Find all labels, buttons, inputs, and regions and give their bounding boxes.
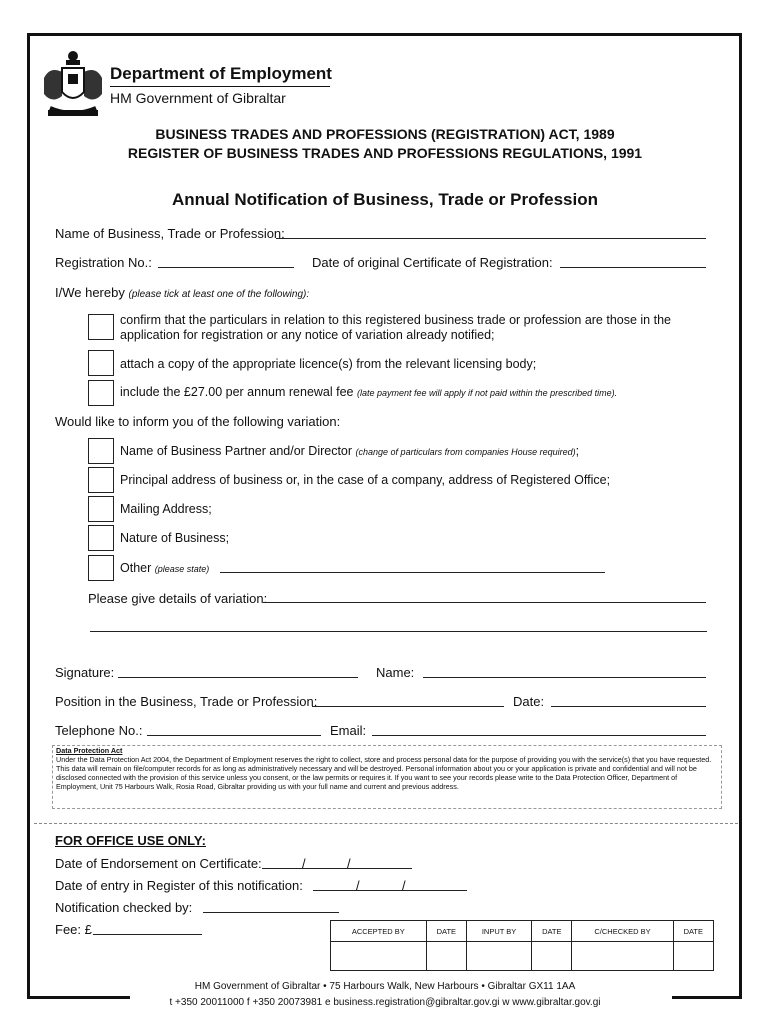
data-protection-heading: Data Protection Act <box>56 746 123 755</box>
registration-no-field[interactable] <box>158 267 294 268</box>
details-field-line-2[interactable] <box>90 631 707 632</box>
attach-licence-checkbox[interactable] <box>88 350 114 376</box>
date-cell[interactable] <box>426 942 466 971</box>
accepted-by-cell[interactable] <box>331 942 427 971</box>
principal-address-text: Principal address of business or, in the case of a company, address of Registered Office; <box>120 473 611 487</box>
checked-by-field[interactable] <box>203 912 339 913</box>
date-label: Date: <box>513 694 545 709</box>
details-field[interactable] <box>263 602 706 603</box>
checked-by-cell[interactable] <box>572 942 673 971</box>
original-cert-date-field[interactable] <box>560 267 706 268</box>
registration-no-label: Registration No.: <box>55 255 152 270</box>
partner-director-note: (change of particulars from companies House required) <box>355 447 576 457</box>
renewal-fee-label: include the £27.00 per annum renewal fee <box>120 385 354 399</box>
data-protection-text: Under the Data Protection Act 2004, the Department of Employment reserves the right to collect, store and process personal data for the purpose of providing you with the service(s) that you have requested. This data will remain on file/computer records for as long as administratively necessary and will be destroyed. Personal information about you or your application is private and confidential and will not be disclosed connected with the provision of this service unless you consent, or the law permits or requires it. If you want to see your records please write to the Data Protection Officer, Department of Employment, Unit 75 Harbours Walk, Rosia Road, Gibraltar providing us with your full name and current and previous address. <box>56 755 712 791</box>
regulations-title: REGISTER OF BUSINESS TRADES AND PROFESSIONS REGULATIONS, 1991 <box>127 145 643 161</box>
form-title: Annual Notification of Business, Trade or Profession <box>171 190 598 209</box>
confirm-particulars-text-2: application for registration or any notice of variation already notified; <box>120 328 495 342</box>
original-cert-date-label: Date of original Certificate of Registration: <box>312 255 553 270</box>
name-field[interactable] <box>423 677 706 678</box>
input-by-cell[interactable] <box>466 942 531 971</box>
entry-date-field[interactable] <box>313 890 467 891</box>
fee-field[interactable] <box>93 934 202 935</box>
date-header: DATE <box>426 921 466 942</box>
data-protection-notice <box>56 746 720 791</box>
endorsement-label: Date of Endorsement on Certificate: <box>55 856 262 871</box>
partner-director-checkbox[interactable] <box>88 438 114 464</box>
hereby-note: (please tick at least one of the following): <box>128 289 310 300</box>
details-label: Please give details of variation: <box>88 591 268 606</box>
date-header: DATE <box>532 921 572 942</box>
date-cell[interactable] <box>532 942 572 971</box>
entry-slash-1: / <box>356 878 360 893</box>
other-text <box>120 561 209 575</box>
header-divider <box>110 86 330 87</box>
partner-director-label: Name of Business Partner and/or Director <box>120 444 353 458</box>
coat-of-arms-logo <box>40 48 106 122</box>
email-field[interactable] <box>372 735 706 736</box>
confirm-particulars-text-1: confirm that the particulars in relation to this registered business trade or profession are those in the <box>120 313 671 327</box>
hereby-label: I/We hereby <box>55 285 125 300</box>
footer-address: HM Government of Gibraltar • 75 Harbours Walk, New Harbours • Gibraltar GX11 1AA <box>194 981 576 992</box>
email-label: Email: <box>330 723 367 738</box>
input-by-header: INPUT BY <box>466 921 531 942</box>
date-field[interactable] <box>551 706 706 707</box>
signature-field[interactable] <box>118 677 358 678</box>
entry-label: Date of entry in Register of this notification: <box>55 878 303 893</box>
office-use-heading: FOR OFFICE USE ONLY: <box>55 833 206 848</box>
nature-of-business-checkbox[interactable] <box>88 525 114 551</box>
office-separator <box>34 823 738 824</box>
position-field[interactable] <box>312 706 504 707</box>
accepted-by-header: ACCEPTED BY <box>331 921 427 942</box>
mailing-address-checkbox[interactable] <box>88 496 114 522</box>
business-name-field[interactable] <box>276 238 706 239</box>
nature-of-business-text: Nature of Business; <box>120 531 230 545</box>
renewal-fee-note: (late payment fee will apply if not paid within the prescribed time). <box>356 388 618 398</box>
date-cell[interactable] <box>673 942 713 971</box>
mailing-address-text: Mailing Address; <box>120 502 212 516</box>
date-header: DATE <box>673 921 713 942</box>
renewal-fee-checkbox[interactable] <box>88 380 114 406</box>
signature-label: Signature: <box>55 665 115 680</box>
department-name: Department of Employment <box>110 64 332 83</box>
endorsement-date-field[interactable] <box>262 868 412 869</box>
endorsement-slash-2: / <box>347 856 351 871</box>
hereby-statement <box>55 285 309 300</box>
other-field[interactable] <box>220 572 605 573</box>
other-label: Other <box>120 561 152 575</box>
entry-slash-2: / <box>402 878 406 893</box>
checked-label: Notification checked by: <box>55 900 193 915</box>
telephone-field[interactable] <box>147 735 321 736</box>
name-label: Name: <box>376 665 415 680</box>
government-name: HM Government of Gibraltar <box>110 90 286 106</box>
page-border-top <box>27 33 742 36</box>
variation-heading: Would like to inform you of the following variation: <box>55 414 341 429</box>
page-border-right <box>739 33 742 999</box>
partner-director-text <box>120 444 579 458</box>
position-label: Position in the Business, Trade or Profession: <box>55 694 318 709</box>
endorsement-slash-1: / <box>302 856 306 871</box>
act-title: BUSINESS TRADES AND PROFESSIONS (REGISTRATION) ACT, 1989 <box>155 126 615 142</box>
telephone-label: Telephone No.: <box>55 723 143 738</box>
office-use-table <box>330 920 714 971</box>
partner-director-suffix: ; <box>575 444 580 458</box>
business-name-label: Name of Business, Trade or Profession: <box>55 226 285 241</box>
footer-contact: t +350 20011000 f +350 20073981 e business.registration@gibraltar.gov.gi w www.gibraltar.gov.gi <box>169 997 601 1008</box>
other-note: (please state) <box>154 564 210 574</box>
checked-by-header: C/CHECKED BY <box>572 921 673 942</box>
attach-licence-text: attach a copy of the appropriate licence(s) from the relevant licensing body; <box>120 357 537 371</box>
confirm-particulars-checkbox[interactable] <box>88 314 114 340</box>
fee-label: Fee: £ <box>55 922 92 937</box>
other-checkbox[interactable] <box>88 555 114 581</box>
renewal-fee-text <box>120 385 617 399</box>
principal-address-checkbox[interactable] <box>88 467 114 493</box>
page-border-left <box>27 33 30 999</box>
